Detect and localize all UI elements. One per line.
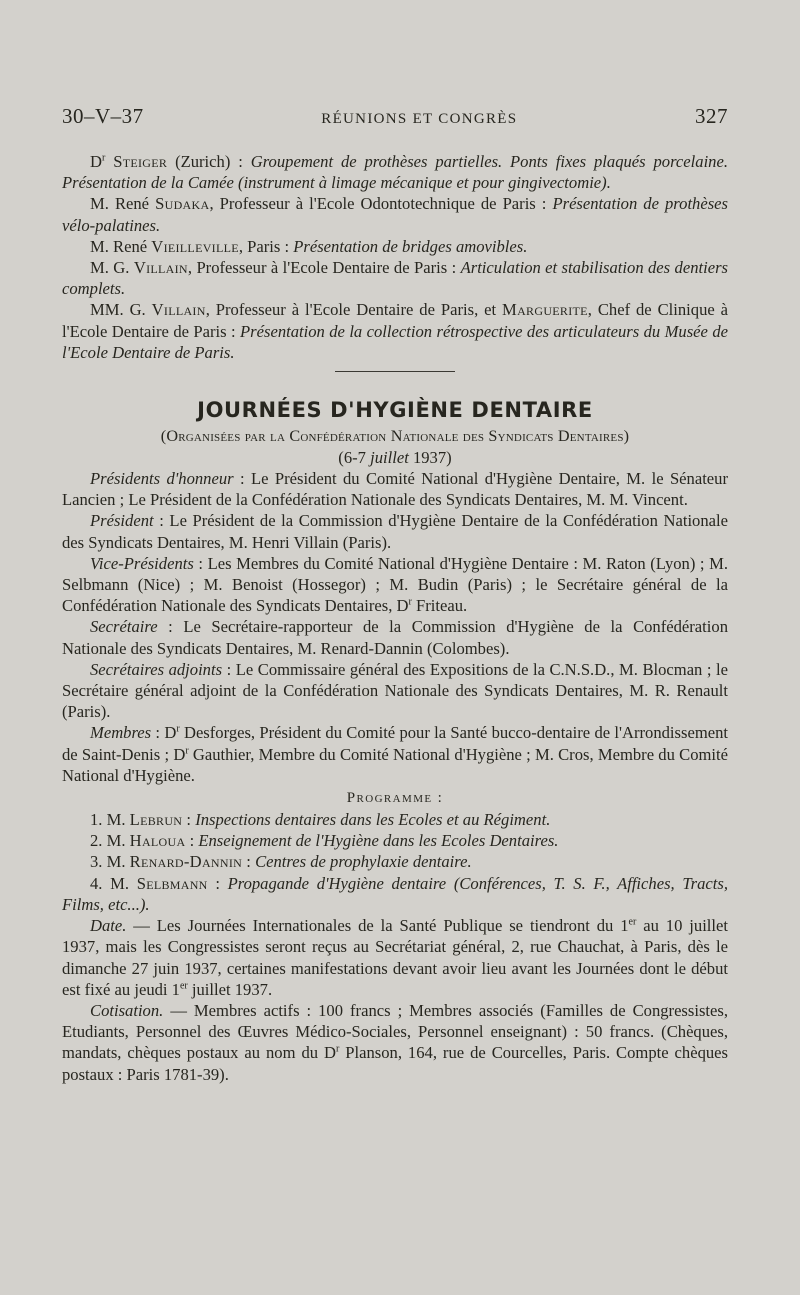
paragraph-text: Planson, 164, rue de Courcelles, Paris. Compte chèques postaux : Paris 1781-39). [62,1043,728,1084]
author-role: , Professeur à l'Ecole Dentaire de Paris : [187,258,461,278]
officer-label: Président [90,511,154,531]
dates-part: (6-7 [338,448,371,468]
presentation-topic: Présentation de la collection rétrospective des articulateurs du Musée de l'Ecole Dentaire de Paris. [62,321,728,362]
item-number: 1. M. [90,810,130,830]
author-name: Steiger [113,152,168,171]
author-prefix: M. G. [90,258,134,278]
presentation-villain-marguerite [62,299,728,363]
superscript: r [335,1043,340,1055]
officer-label: Vice-Présidents [90,553,194,573]
officers-list [62,468,728,786]
programme-item [62,873,728,915]
section-divider [335,371,455,372]
separator: : [185,831,199,851]
superscript: r [408,596,412,608]
presentation-villain [62,257,728,299]
item-topic: Enseignement de l'Hygiène dans les Ecoles Dentaires. [198,831,559,851]
presentation-vieilleville [62,236,728,257]
programme-list [62,809,728,915]
item-topic: Propagande d'Hygiène dentaire (Conférences, T. S. F., Affiches, Tracts, Films, etc...). [62,873,728,914]
dates-month: juillet [370,448,409,468]
officer-text: Desforges, Président du Comité pour la Santé bucco-dentaire de l'Arrondissement de Saint-Denis ; D [62,723,729,764]
cotisation-paragraph [62,1000,728,1085]
speaker-name: Renard-Dannin [129,852,243,872]
item-topic: Inspections dentaires dans les Ecoles et au Régiment. [195,810,551,830]
programme-item [62,830,728,851]
officer-label: Présidents d'honneur [90,469,234,489]
author-role: , Chef de Clinique à l'Ecole Dentaire de Paris : [62,300,729,341]
officers-membres [62,722,728,786]
officer-label: Secrétaire [90,617,158,637]
presentation-topic: Groupement de prothèses partielles. Ponts fixes plaqués porcelaine. Présentation de la Camée (instrument à limage mécanique et pour gingivectomie). [62,152,728,193]
paragraph-label: Date. [90,916,127,936]
author-role: , Professeur à l'Ecole Odontotechnique de Paris : [209,194,553,214]
page-number: 327 [695,104,728,128]
running-title: RÉUNIONS ET CONGRÈS [321,111,518,127]
officers-president [62,510,728,552]
officer-text: : D [151,723,177,743]
presentation-steiger [62,151,728,193]
officers-adjoints [62,659,728,723]
paragraph-text: juillet 1937. [187,979,273,999]
officer-text: Gauthier, Membre du Comité National d'Hygiène ; M. Cros, Membre du Comité National d'Hygiène. [62,744,728,785]
officer-text: Friteau. [411,596,468,616]
officers-honneur [62,468,728,510]
presentation-sudaka [62,193,728,235]
speaker-name: Selbmann [136,873,208,893]
separator: : [242,852,256,872]
presentation-topic: Présentation de bridges amovibles. [293,236,528,256]
officer-text: : Le Président de la Commission d'Hygiène Dentaire de la Confédération Nationale des Syndicats Dentaires, M. Henri Villain (Paris). [62,511,728,552]
section-title: JOURNÉES D'HYGIÈNE DENTAIRE [197,398,593,423]
author-name: Marguerite [502,300,588,320]
author-prefix: MM. G. [90,300,152,320]
section-dates [62,447,728,468]
author-name: Sudaka [155,194,210,214]
officers-secretaire [62,616,728,658]
programme-item [62,809,728,830]
paragraph-label: Cotisation. [90,1000,164,1020]
author-name: Vieilleville [151,236,239,256]
dates-part: 1937) [408,448,452,468]
separator: : [207,873,228,893]
officer-text: : Le Commissaire général des Expositions de la C.N.S.D., M. Blocman ; le Secrétaire général adjoint de la Confédération Nationale des Syndicats Dentaires, M. R. Renault (Paris). [62,659,729,722]
presentation-topic: Articulation et stabilisation des dentiers complets. [62,258,728,299]
item-number: 4. M. [90,873,137,893]
officer-text: : Les Membres du Comité National d'Hygiène Dentaire : M. Raton (Lyon) ; M. Selbmann (Nice) ; M. Benoist (Hossegor) ; M. Budin (Paris) ; le Secrétaire général de la Confédération Nationale des Syndicats Dentaires, D [62,553,728,616]
running-header [62,104,728,129]
programme-item [62,851,728,872]
author-role: , Professeur à l'Ecole Dentaire de Paris, et [205,300,503,320]
superscript: r [185,745,189,757]
paragraph-text: — Les Journées Internationales de la Santé Publique se tiendront du 1 [126,916,629,936]
speaker-name: Haloua [129,831,186,851]
programme-heading: Programme : [346,790,444,807]
presentation-topic: Présentation de prothèses vélo-palatines. [62,194,729,235]
item-number: 2. M. [90,831,130,851]
item-topic: Centres de prophylaxie dentaire. [255,852,472,872]
author-prefix: M. René [90,236,152,256]
author-place: (Zurich) : [167,152,251,171]
officer-label: Membres [90,723,152,743]
superscript: er [179,980,188,992]
author-name: Villain [151,300,206,320]
title-text: D [90,152,102,171]
author-prefix: M. René [90,194,156,214]
author-name: Villain [133,258,188,278]
presentations-list [62,151,728,363]
paragraph-text: — Membres actifs : 100 francs ; Membres associés (Familles de Congressistes, Etudiants, Personnel des Œuvres Médico-Sociales, Personnel enseignant) : 50 francs. (Chèques, mandats, chèques postaux au nom du D [62,1000,728,1063]
officer-text: : Le Président du Comité National d'Hygiène Dentaire, M. le Sénateur Lancien ; Le Président de la Confédération Nationale des Syndicats Dentaires, M. M. Vincent. [62,469,728,510]
header-date: 30–V–37 [62,104,144,128]
item-number: 3. M. [90,852,130,872]
officers-vice-presidents [62,553,728,617]
superscript: er [628,916,637,928]
paragraph-text: au 10 juillet 1937, mais les Congressistes seront reçus au Secrétariat général, 2, rue Chauchat, à Paris, dès le dimanche 27 juin 1937, certaines manifestations devant avoir lieu avant les Journées dont le début est fixé au jeudi 1 [62,916,728,999]
separator: : [182,810,196,830]
officer-text: : Le Secrétaire-rapporteur de la Commission d'Hygiène de la Confédération Nationale des Syndicats Dentaires, M. Renard-Dannin (Colombes). [62,617,728,658]
date-paragraph [62,915,728,1000]
author-role: , Paris : [238,236,294,256]
section-subtitle: (Organisées par la Confédération Nationale des Syndicats Dentaires) [160,427,630,446]
officer-label: Secrétaires adjoints [90,659,223,679]
speaker-name: Lebrun [129,810,183,830]
superscript: r [101,152,106,164]
superscript: r [176,723,180,735]
